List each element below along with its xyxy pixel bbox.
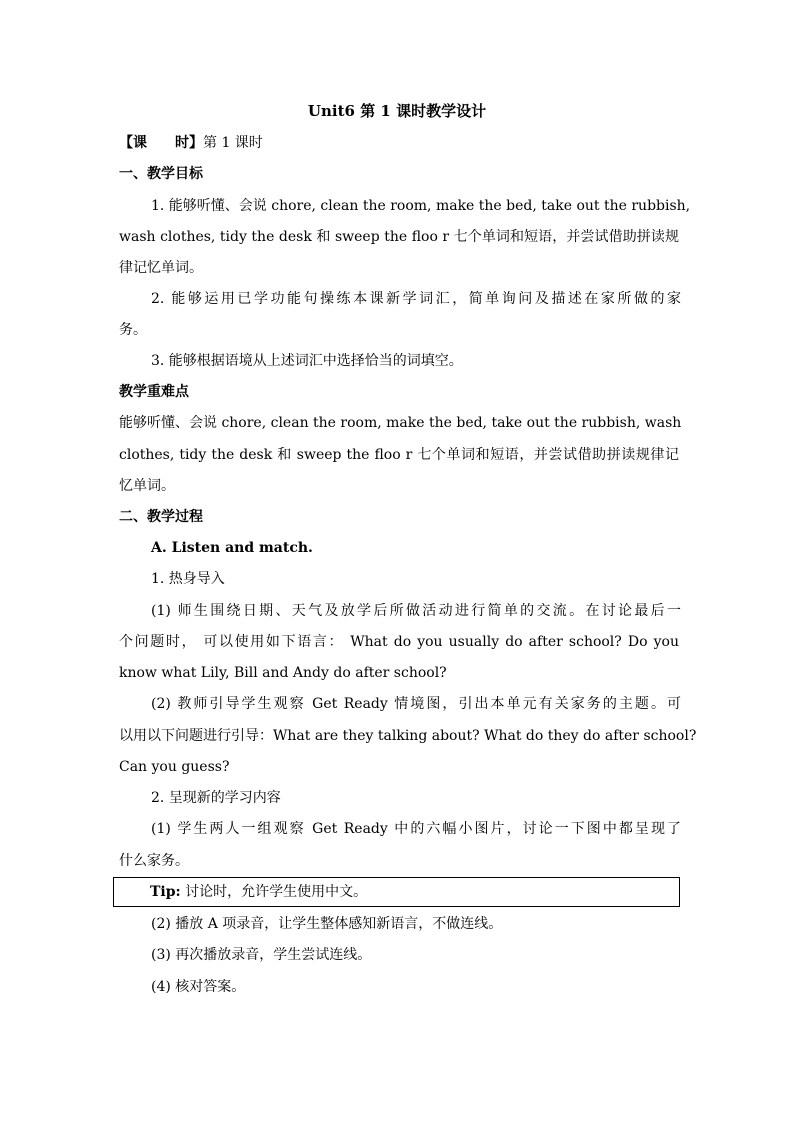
goal-2-line-1: 2. 能够运用已学功能句操练本课新学词汇，简单询问及描述在家所做的家 (151, 291, 681, 307)
page-title: Unit6 第 1 课时教学设计 (307, 102, 487, 120)
goal-1-line-2: wash clothes, tidy the desk 和 sweep the floo r 七个单词和短语，并尝试借助拼读规 (119, 229, 679, 245)
step-2-3: (3) 再次播放录音，学生尝试连线。 (151, 947, 372, 963)
tip-content: 讨论时，允许学生使用中文。 (180, 884, 368, 900)
step-1-1-line-3: know what Lily, Bill and Andy do after school? (119, 665, 447, 681)
step-2-4: (4) 核对答案。 (151, 979, 246, 995)
part-a-heading: A. Listen and match. (151, 540, 313, 556)
step-1-2-line-1: (2) 教师引导学生观察 Get Ready 情境图，引出本单元有关家务的主题。可 (151, 696, 681, 712)
step-1-2-line-3: Can you guess? (119, 759, 230, 775)
tip-box (113, 877, 680, 907)
step-1-1-line-2: 个问题时， 可以使用如下语言： What do you usually do after school? Do you (119, 634, 679, 650)
goal-2-line-2: 务。 (119, 322, 147, 338)
step-2-1-line-1: (1) 学生两人一组观察 Get Ready 中的六幅小图片，讨论一下图中都呈现了 (151, 821, 681, 837)
goal-1-line-3: 律记忆单词。 (119, 260, 203, 276)
step-1-heading: 1. 热身导入 (151, 571, 225, 587)
step-2-heading: 2. 呈现新的学习内容 (151, 790, 281, 806)
lesson-label: 【课 时】 (119, 135, 203, 151)
lesson-period (119, 133, 679, 155)
step-2-2: (2) 播放 A 项录音，让学生整体感知新语言，不做连线。 (151, 916, 503, 932)
step-2-1-line-2: 什么家务。 (119, 853, 189, 869)
tip-label: Tip: (150, 884, 181, 900)
section-heading-process: 二、教学过程 (119, 509, 203, 525)
goal-3-line-1: 3. 能够根据语境从上述词汇中选择恰当的词填空。 (151, 353, 463, 369)
tip-text (150, 882, 367, 902)
step-1-1-line-1: (1) 师生围绕日期、天气及放学后所做活动进行简单的交流。在讨论最后一 (151, 603, 681, 619)
lesson-value: 第 1 课时 (203, 135, 263, 151)
section-heading-goals: 一、教学目标 (119, 166, 203, 182)
keypoints-line-3: 忆单词。 (119, 478, 175, 494)
step-1-2-line-2: 以用以下问题进行引导：What are they talking about? What do they do after school? (119, 728, 697, 744)
section-heading-keypoints: 教学重难点 (119, 384, 189, 400)
keypoints-line-1: 能够听懂、会说 chore, clean the room, make the bed, take out the rubbish, wash (119, 415, 682, 431)
keypoints-line-2: clothes, tidy the desk 和 sweep the floo r 七个单词和短语，并尝试借助拼读规律记 (119, 447, 679, 463)
goal-1-line-1: 1. 能够听懂、会说 chore, clean the room, make the bed, take out the rubbish, (151, 198, 691, 214)
